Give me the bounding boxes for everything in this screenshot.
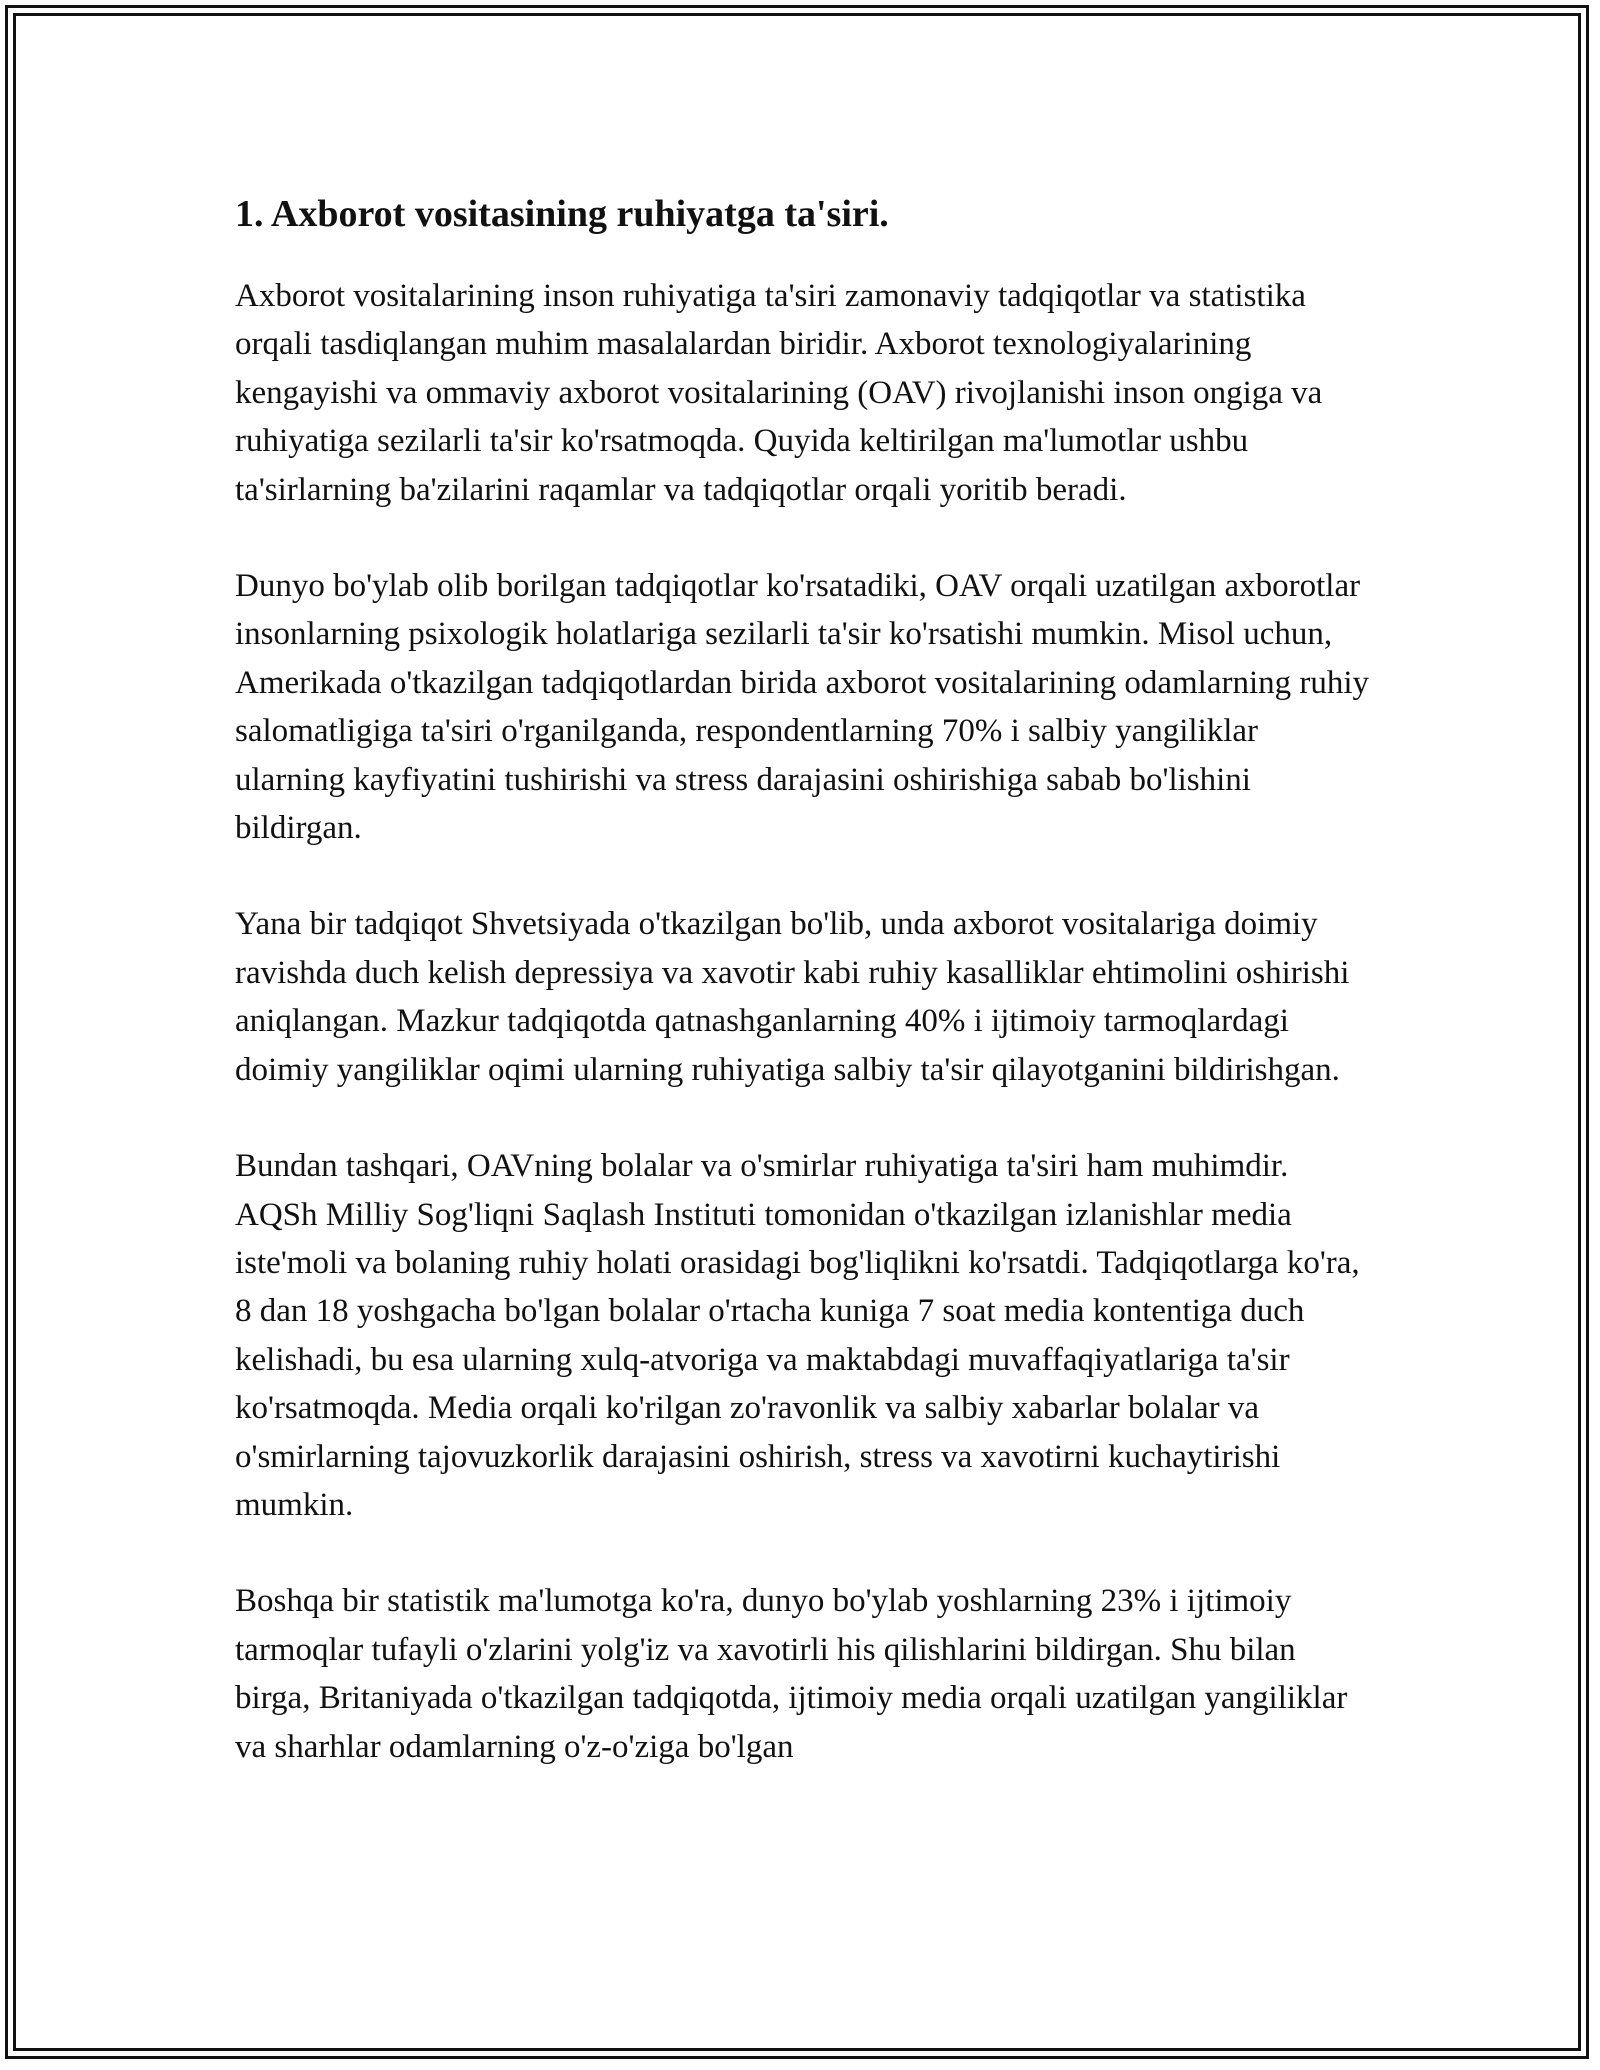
section-heading: 1. Axborot vositasining ruhiyatga ta'siri.: [235, 193, 889, 235]
document-body: [235, 188, 1375, 1819]
paragraph-youth-statistics: Boshqa bir statistik ma'lumotga ko'ra, dunyo bo'ylab yoshlarning 23% i ijtimoiy tarmoqlar tufayli o'zlarini yolg'iz va xavotirli his qilishlarini bildirgan. Shu bilan birga, Britaniyada o'tkazilgan tadqiqotda, ijtimoiy media orqali uzatilgan yangiliklar va sharhlar odamlarning o'z-o'ziga bo'lgan: [235, 1583, 1348, 1765]
paragraph-sweden-study: Yana bir tadqiqot Shvetsiyada o'tkazilgan bo'lib, unda axborot vositalariga doimiy ravishda duch kelish depressiya va xavotir kabi ruhiy kasalliklar ehtimolini oshirishi aniqlangan. Mazkur tadqiqotda qatnashganlarning 40% i ijtimoiy tarmoqlardagi doimiy yangiliklar oqimi ularning ruhiyatiga salbiy ta'sir qilayotganini bildirishgan.: [235, 906, 1350, 1088]
paragraph-usa-study: Dunyo bo'ylab olib borilgan tadqiqotlar ko'rsatadiki, OAV orqali uzatilgan axborotlar insonlarning psixologik holatlariga sezilarli ta'sir ko'rsatishi mumkin. Misol uchun, Amerikada o'tkazilgan tadqiqotlardan birida axborot vositalarining odamlarning ruhiy salomatligiga ta'siri o'rganilganda, respondentlarning 70% i salbiy yangiliklar ularning kayfiyatini tushirishi va stress darajasini oshirishiga sabab bo'lishini bildirgan.: [235, 568, 1370, 847]
paragraph-children-impact: Bundan tashqari, OAVning bolalar va o'smirlar ruhiyatiga ta'siri ham muhimdir. AQSh Milliy Sog'liqni Saqlash Instituti tomonidan o'tkazilgan izlanishlar media iste'moli va bolaning ruhiy holati orasidagi bog'liqlikni ko'rsatdi. Tadqiqotlarga ko'ra, 8 dan 18 yoshgacha bo'lgan bolalar o'rtacha kuniga 7 soat media kontentiga duch kelishadi, bu esa ularning xulq-atvoriga va maktabdagi muvaffaqiyatlariga ta'sir ko'rsatmoqda. Media orqali ko'rilgan zo'ravonlik va salbiy xabarlar bolalar va o'smirlarning tajovuzkorlik darajasini oshirish, stress va xavotirni kuchaytirishi mumkin.: [235, 1148, 1360, 1523]
paragraph-intro: Axborot vositalarining inson ruhiyatiga ta'siri zamonaviy tadqiqotlar va statistika orqali tasdiqlangan muhim masalalardan biridir. Axborot texnologiyalarining kengayishi va ommaviy axborot vositalarining (OAV) rivojlanishi inson ongiga va ruhiyatiga sezilarli ta'sir ko'rsatmoqda. Quyida keltirilgan ma'lumotlar ushbu ta'sirlarning ba'zilarini raqamlar va tadqiqotlar orqali yoritib beradi.: [235, 278, 1323, 508]
